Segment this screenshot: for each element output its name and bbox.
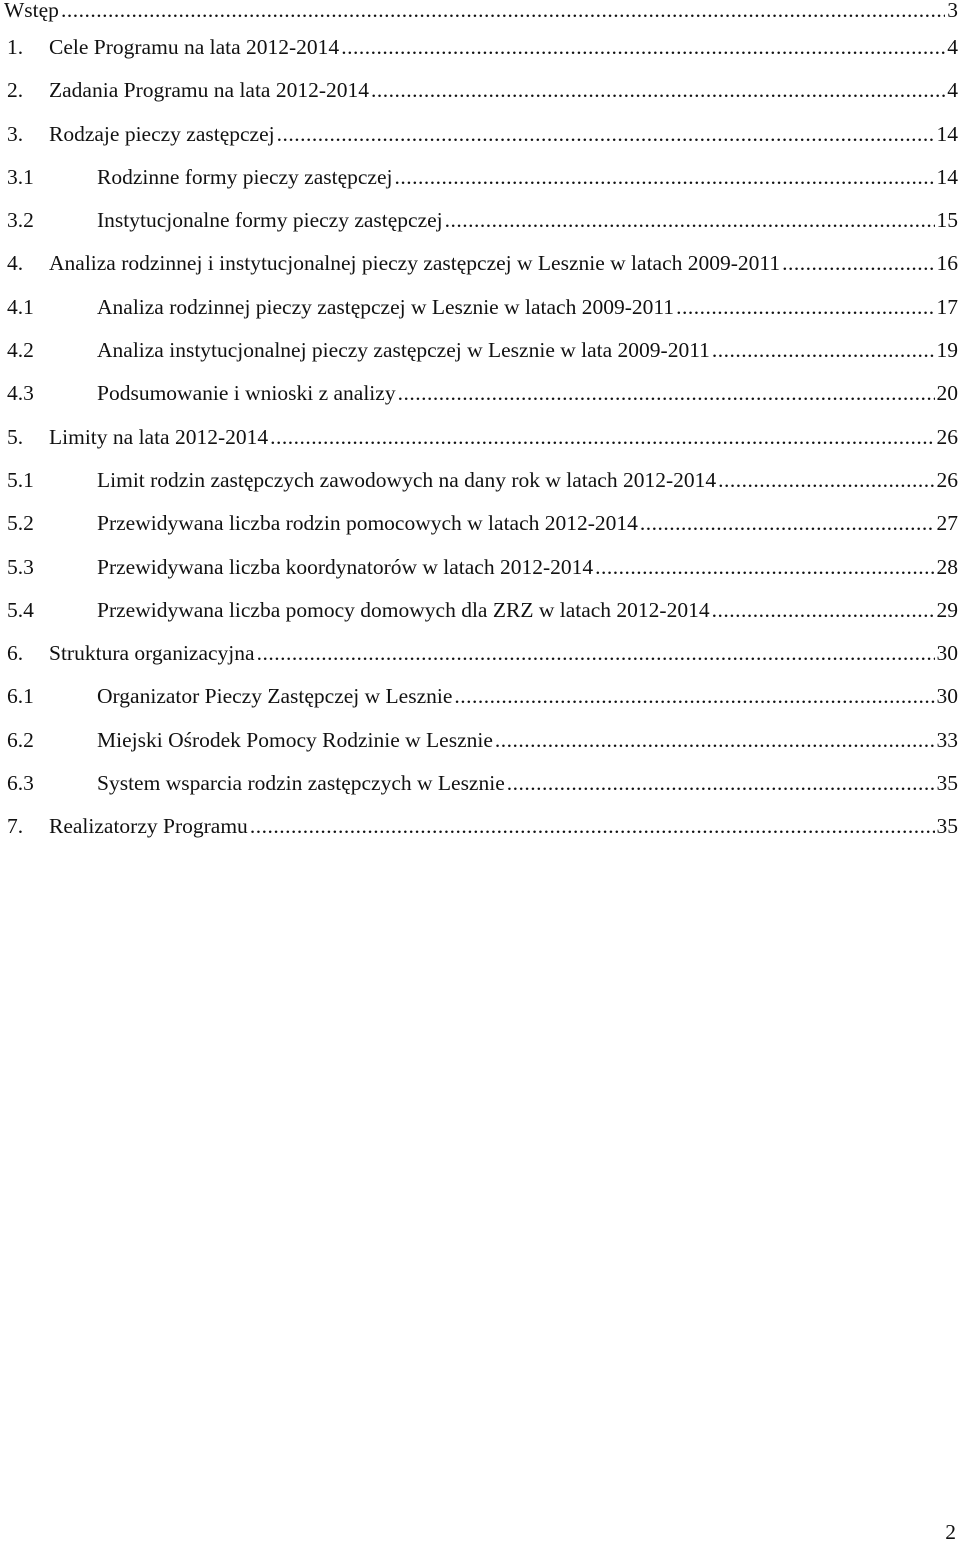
toc-dot-leader (277, 113, 935, 156)
toc-entry[interactable] (0, 805, 960, 848)
toc-entry-number: 3. (0, 113, 49, 156)
toc-entry-number: 5.3 (0, 546, 97, 589)
toc-entry[interactable] (0, 459, 960, 502)
toc-dot-leader (395, 156, 935, 199)
toc-entry-number: 4.1 (0, 286, 97, 329)
toc-entry-page: 19 (937, 329, 960, 372)
toc-entry-title: Realizatorzy Programu (49, 805, 248, 848)
toc-entry-number: 4.2 (0, 329, 97, 372)
toc-entry[interactable] (0, 589, 960, 632)
toc-entry-title: Zadania Programu na lata 2012-2014 (49, 69, 369, 112)
toc-entry-page: 14 (937, 156, 960, 199)
toc-entry[interactable] (0, 372, 960, 415)
toc-entry[interactable] (0, 113, 960, 156)
toc-entry-title: Cele Programu na lata 2012-2014 (49, 26, 339, 69)
toc-dot-leader (445, 199, 935, 242)
toc-entry-number: 1. (0, 26, 49, 69)
toc-entry-number: 4. (0, 242, 49, 285)
toc-entry-page: 28 (937, 546, 960, 589)
toc-entry-number: 5.4 (0, 589, 97, 632)
toc-entry-title: Limity na lata 2012-2014 (49, 416, 268, 459)
toc-entry-number: 3.1 (0, 156, 97, 199)
toc-entry-number: 5. (0, 416, 49, 459)
toc-dot-leader (782, 242, 934, 285)
toc-entry-number: 6. (0, 632, 49, 675)
toc-entry[interactable] (0, 762, 960, 805)
toc-entry[interactable] (0, 675, 960, 718)
toc-dot-leader (61, 0, 945, 26)
toc-dot-leader (676, 286, 934, 329)
toc-entry-title: Podsumowanie i wnioski z analizy (97, 372, 396, 415)
toc-dot-leader (495, 719, 935, 762)
toc-entry[interactable] (0, 69, 960, 112)
toc-entry[interactable] (0, 286, 960, 329)
toc-entry-number: 5.2 (0, 502, 97, 545)
toc-entry-title: Analiza instytucjonalnej pieczy zastępczej w Lesznie w lata 2009-2011 (97, 329, 710, 372)
toc-entry[interactable] (0, 719, 960, 762)
toc-entry-page: 26 (937, 459, 960, 502)
toc-dot-leader (595, 546, 934, 589)
toc-dot-leader (257, 632, 935, 675)
toc-dot-leader (712, 589, 935, 632)
toc-entry[interactable] (0, 502, 960, 545)
toc-entry-title: Wstęp (4, 0, 59, 26)
toc-entry[interactable] (0, 632, 960, 675)
toc-entry-number: 2. (0, 69, 49, 112)
toc-entry-title: Organizator Pieczy Zastępczej w Lesznie (97, 675, 452, 718)
toc-entry-page: 4 (947, 69, 960, 112)
toc-entry[interactable] (0, 26, 960, 69)
toc-entry-page: 20 (937, 372, 960, 415)
toc-entry[interactable] (0, 329, 960, 372)
toc-entry-title: Analiza rodzinnej i instytucjonalnej pieczy zastępczej w Lesznie w latach 2009-2011 (49, 242, 780, 285)
toc-entry-title: Miejski Ośrodek Pomocy Rodzinie w Lesznie (97, 719, 493, 762)
toc-entry-page: 17 (937, 286, 960, 329)
toc-entry-title: Struktura organizacyjna (49, 632, 255, 675)
toc-dot-leader (270, 416, 934, 459)
toc-entry-page: 35 (937, 762, 960, 805)
toc-entry-page: 14 (937, 113, 960, 156)
toc-entry-title: System wsparcia rodzin zastępczych w Lesznie (97, 762, 505, 805)
toc-entry-page: 4 (947, 26, 960, 69)
toc-dot-leader (341, 26, 945, 69)
toc-entry-number: 7. (0, 805, 49, 848)
toc-entry-title: Przewidywana liczba pomocy domowych dla ZRZ w latach 2012-2014 (97, 589, 710, 632)
toc-entry-number: 6.2 (0, 719, 97, 762)
toc-dot-leader (640, 502, 935, 545)
toc-entry-page: 27 (937, 502, 960, 545)
toc-entry-page: 3 (947, 0, 960, 26)
toc-entry-number: 6.3 (0, 762, 97, 805)
toc-entry-title: Rodzinne formy pieczy zastępczej (97, 156, 393, 199)
toc-dot-leader (718, 459, 934, 502)
toc-entry-page: 35 (937, 805, 960, 848)
toc-entry[interactable] (0, 0, 960, 26)
toc-dot-leader (398, 372, 935, 415)
toc-entry-page: 15 (937, 199, 960, 242)
toc-entry-title: Przewidywana liczba rodzin pomocowych w latach 2012-2014 (97, 502, 638, 545)
toc-dot-leader (507, 762, 935, 805)
toc-entry-number: 6.1 (0, 675, 97, 718)
toc-dot-leader (371, 69, 945, 112)
toc-entry-page: 29 (937, 589, 960, 632)
toc-entry[interactable] (0, 156, 960, 199)
toc-entry[interactable] (0, 546, 960, 589)
toc-entry-page: 16 (937, 242, 960, 285)
toc-entry-title: Analiza rodzinnej pieczy zastępczej w Lesznie w latach 2009-2011 (97, 286, 674, 329)
toc-entry-page: 26 (937, 416, 960, 459)
toc-entry-title: Rodzaje pieczy zastępczej (49, 113, 275, 156)
toc-entry-title: Instytucjonalne formy pieczy zastępczej (97, 199, 443, 242)
toc-entry-number: 3.2 (0, 199, 97, 242)
toc-entry-title: Limit rodzin zastępczych zawodowych na dany rok w latach 2012-2014 (97, 459, 716, 502)
toc-entry[interactable] (0, 242, 960, 285)
toc-dot-leader (250, 805, 935, 848)
toc-entry-number: 5.1 (0, 459, 97, 502)
toc-dot-leader (454, 675, 934, 718)
toc-entry[interactable] (0, 416, 960, 459)
toc-entry[interactable] (0, 199, 960, 242)
toc-entry-page: 30 (937, 632, 960, 675)
page-number: 2 (945, 1520, 956, 1544)
toc-entry-page: 30 (937, 675, 960, 718)
toc-entry-title: Przewidywana liczba koordynatorów w latach 2012-2014 (97, 546, 593, 589)
toc-dot-leader (712, 329, 935, 372)
toc-entry-number: 4.3 (0, 372, 97, 415)
toc-entry-page: 33 (937, 719, 960, 762)
